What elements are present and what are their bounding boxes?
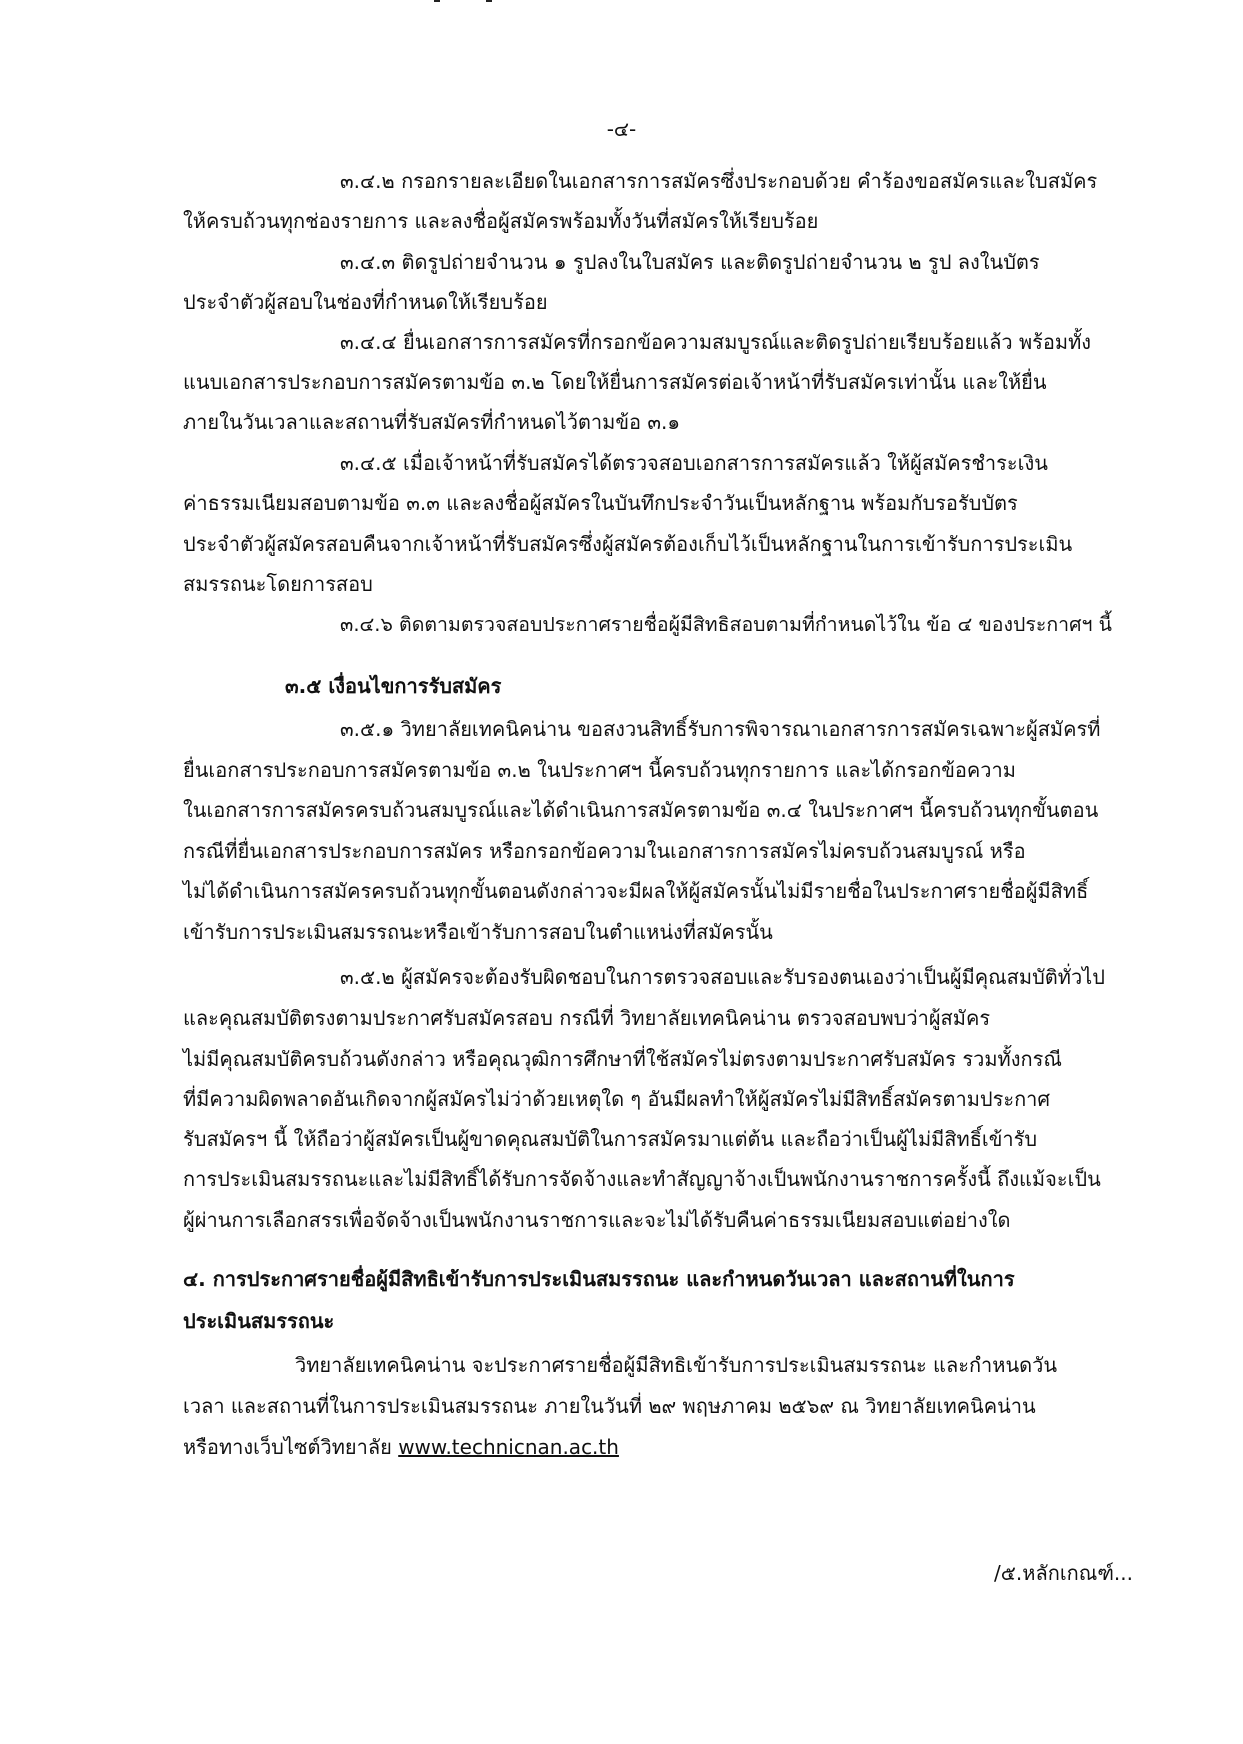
- paragraph-line: กรณีที่ยื่นเอกสารประกอบการสมัคร หรือกรอกข้อความในเอกสารการสมัครไม่ครบถ้วนสมบูรณ์ หรือ: [183, 839, 1026, 863]
- paragraph-line: ไม่มีคุณสมบัติครบถ้วนดังกล่าว หรือคุณวุฒิการศึกษาที่ใช้สมัครไม่ตรงตามประกาศรับสมัคร รวมทั้งกรณี: [183, 1047, 1062, 1071]
- paragraph-line: และคุณสมบัติตรงตามประกาศรับสมัครสอบ กรณีที่ วิทยาลัยเทคนิคน่าน ตรวจสอบพบว่าผู้สมัคร: [183, 1006, 991, 1030]
- paragraph-line: ๓.๕.๑ วิทยาลัยเทคนิคน่าน ขอสงวนสิทธิ์รับการพิจารณาเอกสารการสมัครเฉพาะผู้สมัครที่: [340, 717, 1101, 741]
- paragraph-line: ประจำตัวผู้สมัครสอบคืนจากเจ้าหน้าที่รับสมัครซึ่งผู้สมัครต้องเก็บไว้เป็นหลักฐานในการเข้ารับการประเมิน: [183, 532, 1073, 556]
- paragraph-line: ภายในวันเวลาและสถานที่รับสมัครที่กำหนดไว้ตามข้อ ๓.๑: [183, 410, 681, 434]
- paragraph-line: ที่มีความผิดพลาดอันเกิดจากผู้สมัครไม่ว่าด้วยเหตุใด ๆ อันมีผลทำให้ผู้สมัครไม่มีสิทธิ์สมัครตามประกาศ: [183, 1087, 1051, 1111]
- paragraph-text: หรือทางเว็บไซต์วิทยาลัย: [183, 1435, 392, 1459]
- section-heading: ๔. การประกาศรายชื่อผู้มีสิทธิเข้ารับการประเมินสมรรถนะ และกำหนดวันเวลา และสถานที่ในการ: [183, 1267, 1015, 1291]
- paragraph-line: ๓.๔.๖ ติดตามตรวจสอบประกาศรายชื่อผู้มีสิทธิสอบตามที่กำหนดไว้ใน ข้อ ๔ ของประกาศฯ นี้: [340, 613, 1112, 636]
- paragraph-line: วิทยาลัยเทคนิคน่าน จะประกาศรายชื่อผู้มีสิทธิเข้ารับการประเมินสมรรถนะ และกำหนดวัน: [295, 1353, 1058, 1377]
- page-number: -๔-: [606, 117, 637, 141]
- paragraph-line: ประจำตัวผู้สอบในช่องที่กำหนดให้เรียบร้อย: [183, 290, 548, 314]
- scan-mark: [486, 0, 492, 2]
- paragraph-line: ไม่ได้ดำเนินการสมัครครบถ้วนทุกขั้นตอนดังกล่าวจะมีผลให้ผู้สมัครนั้นไม่มีรายชื่อในประกาศรายชื่อผู้มีสิทธิ์: [183, 879, 1089, 903]
- paragraph-line: ผู้ผ่านการเลือกสรรเพื่อจัดจ้างเป็นพนักงานราชการและจะไม่ได้รับคืนค่าธรรมเนียมสอบแต่อย่างใด: [183, 1208, 1011, 1232]
- paragraph-line: รับสมัครฯ นี้ ให้ถือว่าผู้สมัครเป็นผู้ขาดคุณสมบัติในการสมัครมาแต่ต้น และถือว่าเป็นผู้ไม่มีสิทธิ์เข้ารับ: [183, 1127, 1038, 1151]
- paragraph-line: ค่าธรรมเนียมสอบตามข้อ ๓.๓ และลงชื่อผู้สมัครในบันทึกประจำวันเป็นหลักฐาน พร้อมกับรอรับบัตร: [183, 491, 1018, 515]
- website-link[interactable]: www.technicnan.ac.th: [398, 1435, 619, 1459]
- paragraph-line: การประเมินสมรรถนะและไม่มีสิทธิ์ได้รับการจัดจ้างและทำสัญญาจ้างเป็นพนักงานราชการครั้งนี้ ถึงแม้จะเป็น: [183, 1167, 1101, 1191]
- paragraph-line: ให้ครบถ้วนทุกช่องรายการ และลงชื่อผู้สมัครพร้อมทั้งวันที่สมัครให้เรียบร้อย: [183, 209, 819, 233]
- paragraph-line: ๓.๕.๒ ผู้สมัครจะต้องรับผิดชอบในการตรวจสอบและรับรองตนเองว่าเป็นผู้มีคุณสมบัติทั่วไป: [340, 965, 1105, 989]
- section-heading: ประเมินสมรรถนะ: [183, 1309, 335, 1333]
- paragraph-line: ๓.๔.๓ ติดรูปถ่ายจำนวน ๑ รูปลงในใบสมัคร และติดรูปถ่ายจำนวน ๒ รูป ลงในบัตร: [340, 250, 1040, 274]
- paragraph-line: ในเอกสารการสมัครครบถ้วนสมบูรณ์และได้ดำเนินการสมัครตามข้อ ๓.๔ ในประกาศฯ นี้ครบถ้วนทุกขั้นตอน: [183, 798, 1099, 822]
- section-heading: ๓.๕ เงื่อนไขการรับสมัคร: [285, 674, 502, 698]
- paragraph-line: แนบเอกสารประกอบการสมัครตามข้อ ๓.๒ โดยให้ยื่นการสมัครต่อเจ้าหน้าที่รับสมัครเท่านั้น และให้ยื่น: [183, 370, 1047, 394]
- paragraph-line: ๓.๔.๕ เมื่อเจ้าหน้าที่รับสมัครได้ตรวจสอบเอกสารการสมัครแล้ว ให้ผู้สมัครชำระเงิน: [340, 451, 1048, 475]
- paragraph-line: เข้ารับการประเมินสมรรถนะหรือเข้ารับการสอบในตำแหน่งที่สมัครนั้น: [183, 920, 773, 944]
- paragraph-line: ๓.๔.๒ กรอกรายละเอียดในเอกสารการสมัครซึ่งประกอบด้วย คำร้องขอสมัครและใบสมัคร: [340, 169, 1098, 193]
- paragraph-line: ๓.๔.๔ ยื่นเอกสารการสมัครที่กรอกข้อความสมบูรณ์และติดรูปถ่ายเรียบร้อยแล้ว พร้อมทั้ง: [340, 330, 1092, 354]
- paragraph-line: ยื่นเอกสารประกอบการสมัครตามข้อ ๓.๒ ในประกาศฯ นี้ครบถ้วนทุกรายการ และได้กรอกข้อความ: [183, 758, 1016, 782]
- paragraph-line: สมรรถนะโดยการสอบ: [183, 572, 373, 596]
- scan-mark: [434, 0, 440, 2]
- paragraph-line: เวลา และสถานที่ในการประเมินสมรรถนะ ภายในวันที่ ๒๙ พฤษภาคม ๒๕๖๙ ณ วิทยาลัยเทคนิคน่าน: [183, 1394, 1036, 1418]
- paragraph-line: [183, 1432, 619, 1462]
- continuation-reference: /๕.หลักเกณฑ์...: [994, 1561, 1133, 1585]
